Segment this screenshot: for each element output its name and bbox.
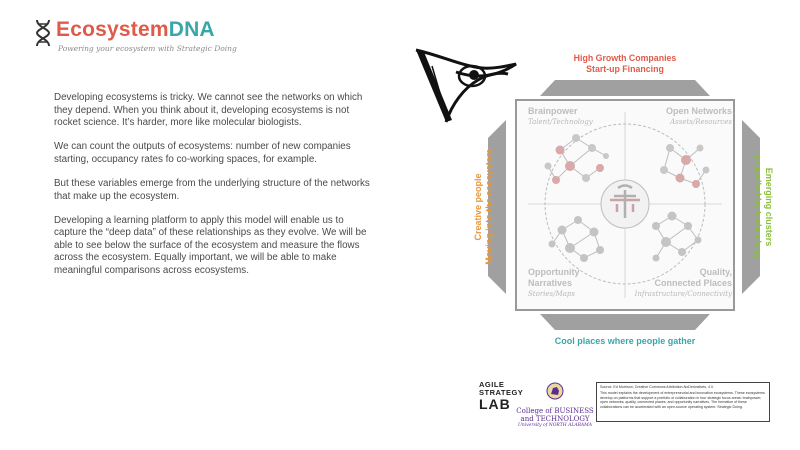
- paragraph-3: But these variables emerge from the underlying structure of the networks that make up the ecosystem.: [54, 177, 370, 202]
- top-arrow: [540, 80, 710, 96]
- college-line3: University of NORTH ALABAMA: [517, 423, 592, 428]
- body-copy: [54, 92, 374, 289]
- quadrant-title-line2: Narratives: [528, 278, 573, 288]
- lion-seal-icon: [546, 382, 564, 400]
- left-label: [473, 127, 495, 287]
- source-line: Source: Ed Morrison, Creative Commons Attribution-NoDerivatives, 4.0.: [600, 385, 715, 389]
- dna-helix-icon: [34, 19, 52, 47]
- brand-title: [56, 18, 215, 42]
- quadrant-opportunity-narratives: [528, 267, 580, 300]
- quadrant-brainpower: [528, 106, 593, 128]
- bottom-label: Cool places where people gather: [554, 336, 696, 346]
- quadrant-title-line1: Quality,: [699, 267, 732, 277]
- source-note: [596, 382, 770, 422]
- right-label-line2: propelled by technology: [753, 154, 763, 259]
- agile-line2: STRATEGY: [479, 388, 524, 397]
- agile-line3: LAB: [479, 396, 511, 412]
- bottom-arrow: [540, 314, 710, 330]
- quadrant-open-networks: [600, 106, 732, 128]
- top-label-line2: Start-up Financing: [586, 64, 664, 74]
- quadrant-title: Brainpower: [528, 106, 578, 116]
- paragraph-1: Developing ecosystems is tricky. We cannot see the networks on which they depend. When you think about it, developing ecosystems is not rocket science. It’s harder, more like molecular biologists.: [54, 92, 363, 129]
- left-label-line2: Moving into the ecosystem: [484, 149, 494, 265]
- right-label-line1: Emerging clusters: [764, 167, 774, 247]
- college-line1: College of BUSINESS: [516, 407, 594, 415]
- left-label-line1: Creative people: [473, 173, 483, 241]
- source-body: This model explains the development of entrepreneurial and innovation ecosystems. These ecosystems develop on platforms that support a portfolio of collaboration in four strategic focus areas: brainpower; open networks; quality, connected places; and opportunity narratives. The formation of these collaborations can be accelerated with an open-source operating system: Strategic Doing.: [600, 391, 765, 409]
- paragraph-2: We can count the outputs of ecosystems: number of new companies starting, occupancy rates fo co-working spaces, for example.: [54, 141, 351, 165]
- quadrant-title-line2: Connected Places: [654, 278, 732, 288]
- brand-tagline: Powering your ecosystem with Strategic Doing: [58, 44, 237, 53]
- una-college-logo: [515, 382, 595, 429]
- quadrant-title: Open Networks: [665, 106, 732, 116]
- brand-title-part1: Ecosystem: [56, 18, 169, 41]
- quadrant-quality-connected-places: [600, 267, 732, 300]
- quadrant-subtitle: Talent/Technology: [528, 118, 593, 126]
- agile-line1: AGILE: [479, 380, 505, 389]
- quadrant-subtitle: Stories/Maps: [528, 290, 575, 298]
- brand-title-part2: DNA: [168, 18, 215, 41]
- agile-strategy-lab-logo: [479, 380, 524, 423]
- top-label-line1: High Growth Companies: [573, 53, 677, 63]
- quadrant-subtitle: Assets/Resources: [670, 118, 732, 126]
- quadrant-title-line1: Opportunity: [528, 267, 580, 277]
- paragraph-4: Developing a learning platform to apply this model will enable us to capture the “deep data” of these relationships as they evolve. We will be able to see below the surface of the ecosystem and measure the flows across the ecosystem. Equally important, we will be able to make meaningful comparisons across ecosystems.: [54, 214, 367, 277]
- college-line2: and TECHNOLOGY: [520, 415, 590, 423]
- top-label: [540, 53, 710, 75]
- quadrant-subtitle: Infrastructure/Connectivity: [634, 290, 732, 298]
- right-label: [752, 127, 774, 287]
